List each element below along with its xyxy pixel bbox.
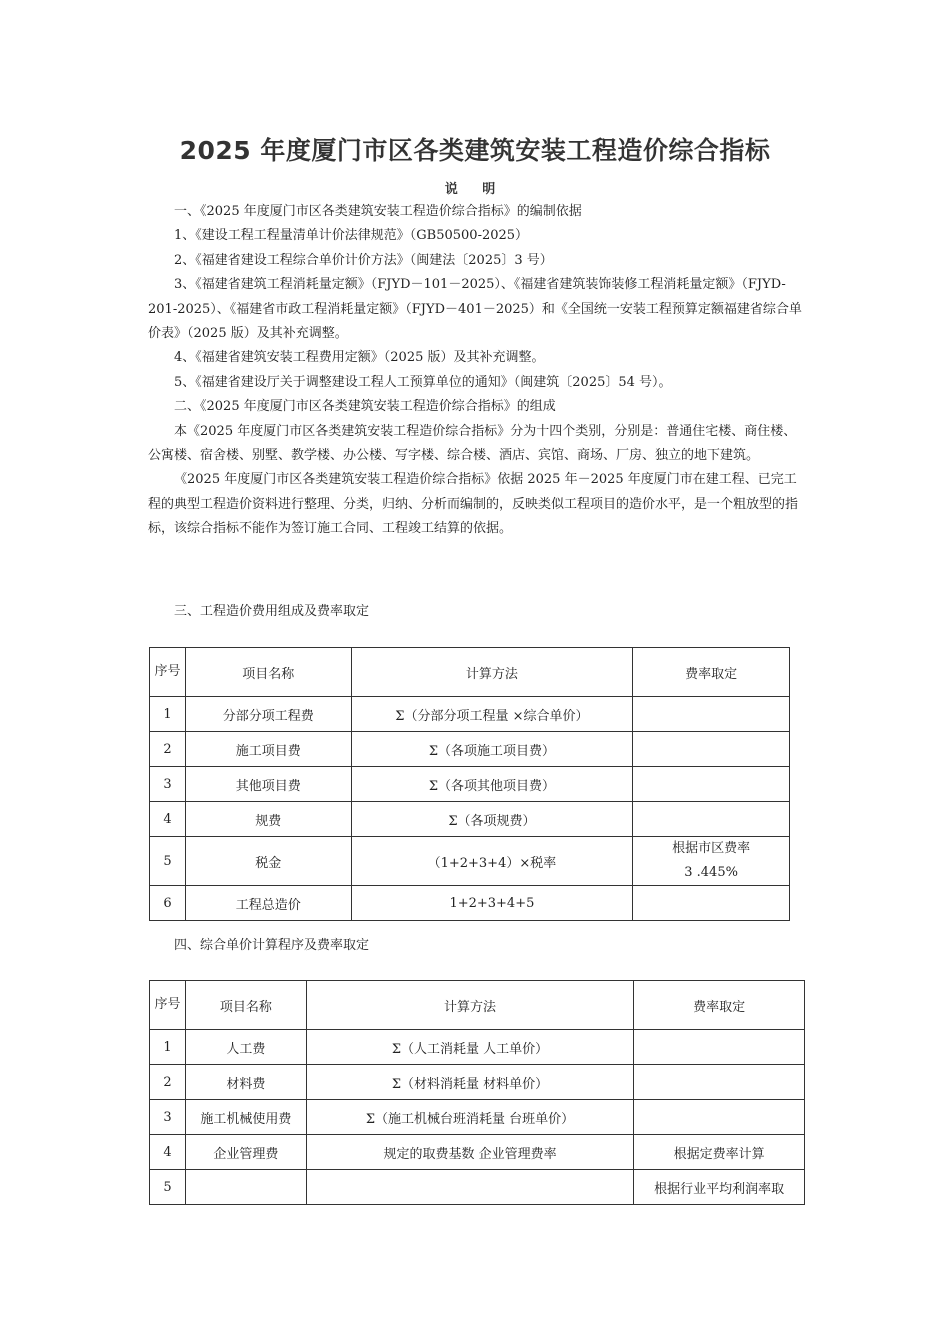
section-subtitle: 说 明 (444, 182, 506, 197)
cell-seq: 3 (150, 1100, 186, 1135)
cell-name: 其他项目费 (185, 767, 351, 802)
paragraph-basis-1: 1、《建设工程工程量清单计价法律规范》（GB50500-2025） (174, 228, 529, 244)
cell-name: 施工机械使用费 (185, 1100, 306, 1135)
table-row (150, 1030, 805, 1065)
rate-line-2: 3 .445% (684, 865, 738, 880)
table-row (150, 1100, 805, 1135)
cell-seq: 4 (150, 1135, 186, 1170)
cell-method: Σ（各项施工项目费） (351, 732, 633, 767)
paragraph-basis-2: 2、《福建省建设工程综合单价计价方法》（闽建法〔2025〕3 号） (174, 252, 553, 268)
cell-method: Σ（各项其他项目费） (351, 767, 633, 802)
table-row (150, 697, 790, 732)
header-method: 计算方法 (351, 648, 633, 697)
section3-heading: 三、工程造价费用组成及费率取定 (174, 604, 370, 619)
header-seq: 序号 (150, 648, 186, 697)
paragraph-basis-5: 5、《福建省建设厅关于调整建设工程人工预算单位的通知》（闽建筑〔2025〕54 号）。 (174, 374, 672, 390)
cell-name: 税金 (185, 837, 351, 886)
cell-method: 1+2+3+4+5 (351, 886, 633, 921)
cell-method: Σ（分部分项工程量 ×综合单价） (351, 697, 633, 732)
cell-method (306, 1170, 633, 1205)
paragraph-basis-4: 4、《福建省建筑安装工程费用定额》（2025 版）及其补充调整。 (174, 350, 545, 366)
cost-composition-table (149, 647, 790, 921)
table-row (150, 802, 790, 837)
cell-name: 人工费 (185, 1030, 306, 1065)
cell-method: （1+2+3+4）×税率 (351, 837, 633, 886)
table-row (150, 886, 790, 921)
paragraph-description: 《2025 年度厦门市区各类建筑安装工程造价综合指标》依据 2025 年－2025 年度厦门市在建工程、已完工程的典型工程造价资料进行整理、分类，归纳、分析而编制的，反映类似工程项目的造价水平，是一个粗放型的指标，该综合指标不能作为签订施工合同、工程竣工结算的依据。 (148, 472, 799, 537)
body-text (148, 200, 808, 542)
cell-name: 分部分项工程费 (185, 697, 351, 732)
cell-rate (633, 886, 790, 921)
cell-rate: 根据定费率计算 (634, 1135, 805, 1170)
header-method: 计算方法 (306, 981, 633, 1030)
cell-name: 工程总造价 (185, 886, 351, 921)
cell-seq: 2 (150, 1065, 186, 1100)
cell-rate (634, 1100, 805, 1135)
cell-name: 企业管理费 (185, 1135, 306, 1170)
cell-seq: 1 (150, 1030, 186, 1065)
cell-rate (633, 767, 790, 802)
table-row (150, 1135, 805, 1170)
paragraph-categories: 本《2025 年度厦门市区各类建筑安装工程造价综合指标》分为十四个类别，分别是：普通住宅楼、商住楼、公寓楼、宿舍楼、别墅、教学楼、办公楼、写字楼、综合楼、酒店、宾馆、商场、厂房、独立的地下建筑。 (148, 423, 797, 464)
cell-name: 材料费 (185, 1065, 306, 1100)
cell-seq: 5 (150, 837, 186, 886)
section4-heading: 四、综合单价计算程序及费率取定 (174, 938, 370, 953)
paragraph-basis-heading: 一、《2025 年度厦门市区各类建筑安装工程造价综合指标》的编制依据 (174, 204, 582, 219)
header-name: 项目名称 (185, 981, 306, 1030)
cell-method: Σ（材料消耗量 材料单价） (306, 1065, 633, 1100)
unit-price-table (149, 980, 805, 1205)
cell-rate (633, 837, 790, 886)
table-row (150, 1065, 805, 1100)
table-header-row (150, 648, 790, 697)
cell-seq: 2 (150, 732, 186, 767)
cell-method: Σ（人工消耗量 人工单价） (306, 1030, 633, 1065)
cell-name: 施工项目费 (185, 732, 351, 767)
cell-seq: 3 (150, 767, 186, 802)
paragraph-composition-heading: 二、《2025 年度厦门市区各类建筑安装工程造价综合指标》的组成 (174, 399, 556, 415)
cell-seq: 1 (150, 697, 186, 732)
cell-rate (633, 802, 790, 837)
table-header-row (150, 981, 805, 1030)
table-row (150, 1170, 805, 1205)
header-rate: 费率取定 (634, 981, 805, 1030)
cell-name: 规费 (185, 802, 351, 837)
header-rate: 费率取定 (633, 648, 790, 697)
cell-seq: 6 (150, 886, 186, 921)
cell-method: Σ（各项规费） (351, 802, 633, 837)
page-title: 2025 年度厦门市区各类建筑安装工程造价综合指标 (179, 136, 771, 165)
table-row (150, 837, 790, 886)
cell-rate (633, 697, 790, 732)
rate-line-1: 根据市区费率 (672, 841, 751, 856)
table-row (150, 732, 790, 767)
paragraph-basis-3: 3、《福建省建筑工程消耗量定额》（FJYD－101－2025）、《福建省建筑装饰装修工程消耗量定额》（FJYD-201-2025）、《福建省市政工程消耗量定额》（FJYD－401－2025）和《全国统一安装工程预算定额福建省综合单价表》（2025 版）及其补充调整。 (148, 277, 802, 342)
cell-method: 规定的取费基数 企业管理费率 (306, 1135, 633, 1170)
cell-name (185, 1170, 306, 1205)
cell-rate (634, 1065, 805, 1100)
cell-method: Σ（施工机械台班消耗量 台班单价） (306, 1100, 633, 1135)
cell-rate (633, 732, 790, 767)
cell-seq: 5 (150, 1170, 186, 1205)
cell-seq: 4 (150, 802, 186, 837)
header-seq: 序号 (150, 981, 186, 1030)
cell-rate (634, 1030, 805, 1065)
header-name: 项目名称 (185, 648, 351, 697)
table-row (150, 767, 790, 802)
cell-rate: 根据行业平均利润率取 (634, 1170, 805, 1205)
